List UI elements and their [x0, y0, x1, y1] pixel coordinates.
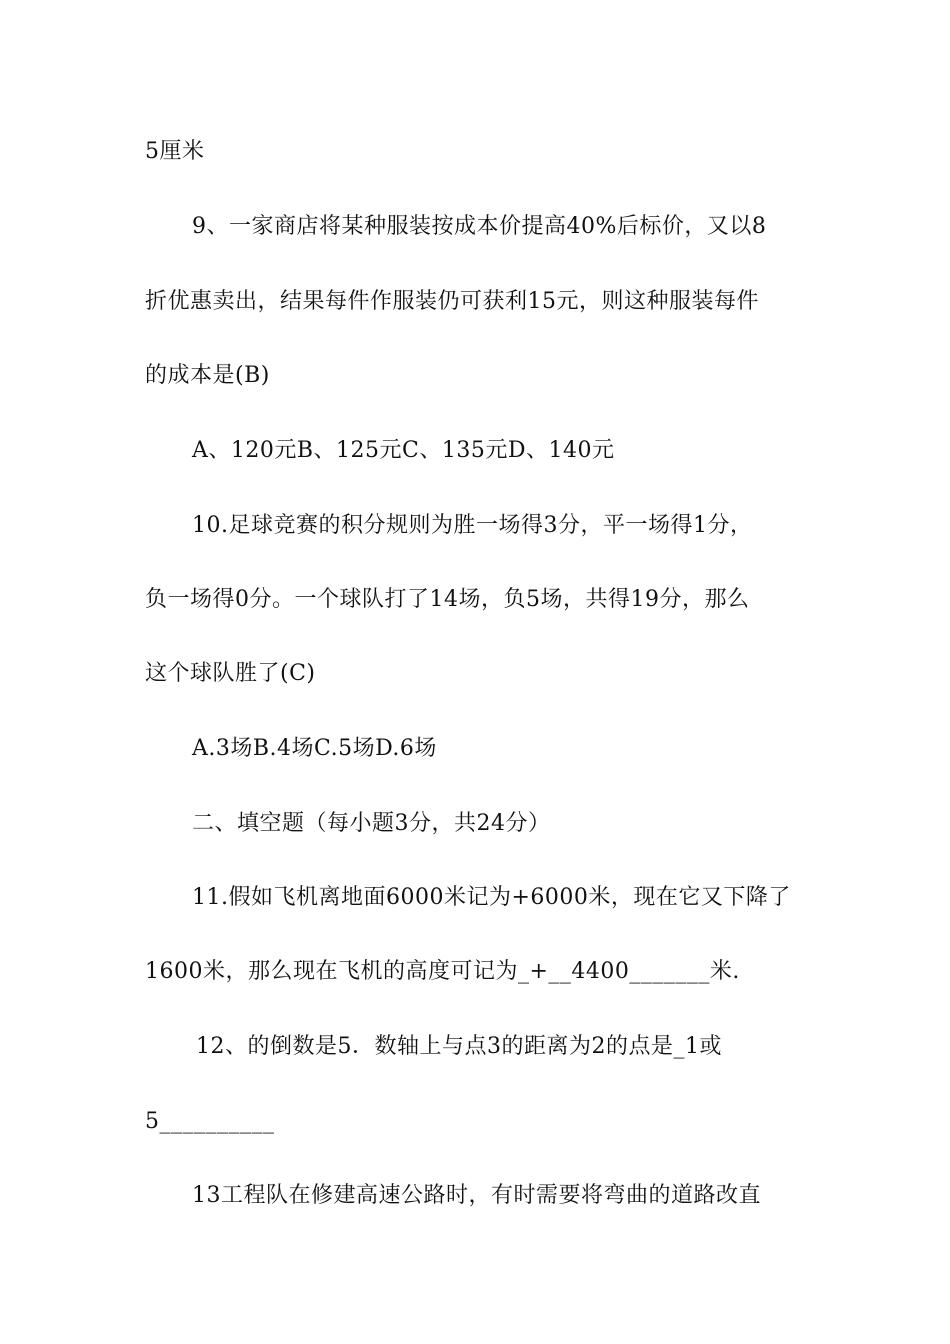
question-10-options: A.3场B.4场C.5场D.6场: [192, 736, 437, 761]
text-line-1: 5厘米: [145, 139, 205, 164]
question-12-line-1: 12、的倒数是5．数轴上与点3的距离为2的点是_1或: [196, 1034, 722, 1059]
question-10-line-2: 负一场得0分。一个球队打了14场，负5场，共得19分，那么: [145, 587, 750, 612]
question-9-line-2: 折优惠卖出，结果每件作服装仍可获利15元，则这种服装每件: [145, 289, 759, 314]
question-12-line-2: 5__________: [145, 1109, 275, 1134]
question-11-line-1: 11.假如飞机离地面6000米记为+6000米，现在它又下降了: [192, 885, 791, 910]
question-9-options: A、120元B、125元C、135元D、140元: [192, 438, 615, 463]
question-9-line-3: 的成本是(B): [145, 363, 270, 388]
section-heading: 二、填空题（每小题3分，共24分）: [192, 811, 551, 836]
question-10-line-3: 这个球队胜了(C): [145, 661, 316, 686]
question-13-line-1: 13工程队在修建高速公路时，有时需要将弯曲的道路改直: [192, 1183, 761, 1208]
question-11-line-2: 1600米，那么现在飞机的高度可记为_+__4400_______米.: [145, 959, 740, 984]
question-9-line-1: 9、一家商店将某种服装按成本价提高40%后标价，又以8: [192, 214, 767, 239]
question-10-line-1: 10.足球竞赛的积分规则为胜一场得3分，平一场得1分，: [192, 513, 753, 538]
